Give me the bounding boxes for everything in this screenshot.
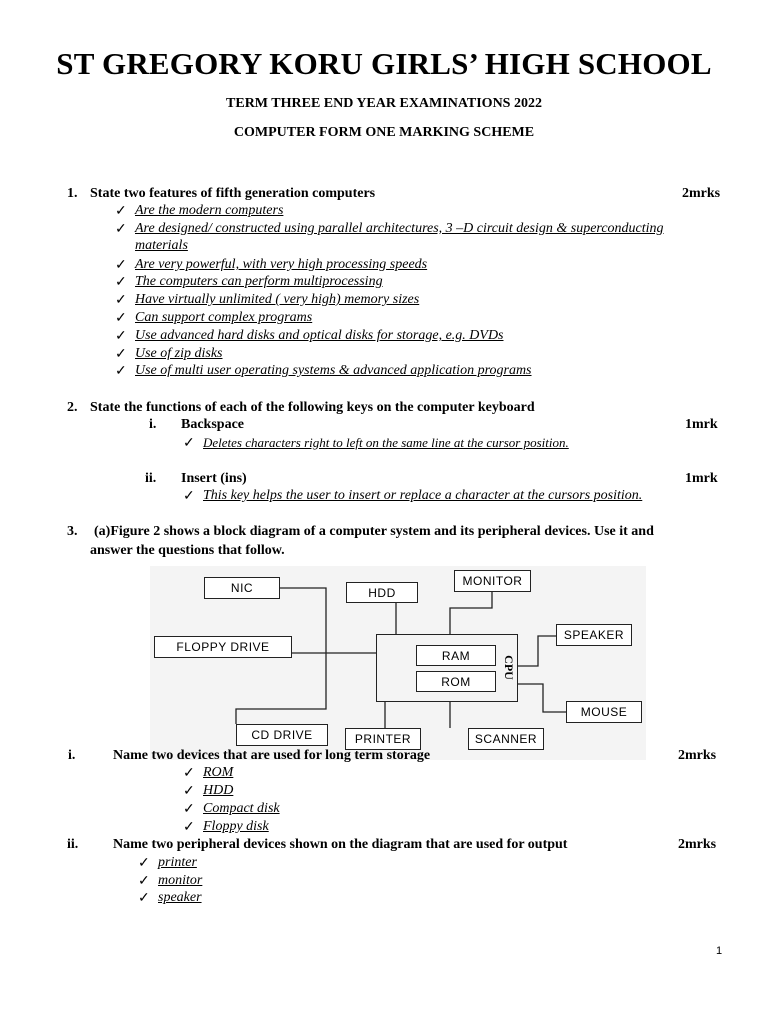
- check-icon: ✓: [115, 258, 127, 273]
- q1-marks: 2mrks: [682, 186, 721, 201]
- q2-part-number: ii.: [145, 471, 157, 486]
- printer-box: PRINTER: [345, 728, 421, 750]
- check-icon: ✓: [115, 311, 127, 326]
- check-icon: ✓: [115, 347, 127, 362]
- q3-answer: monitor: [158, 873, 203, 888]
- check-icon: ✓: [115, 293, 127, 308]
- q2-part-marks: 1mrk: [685, 471, 718, 486]
- speaker-box: SPEAKER: [556, 624, 632, 646]
- q1-answer: Use of multi user operating systems & advanced application programs: [135, 363, 532, 378]
- q2-question: State the functions of each of the following keys on the computer keyboard: [90, 400, 535, 415]
- q3-question-line1: (a)Figure 2 shows a block diagram of a computer system and its peripheral devices. Use it and: [94, 524, 654, 539]
- q2-part-marks: 1mrk: [685, 417, 718, 432]
- floppy-drive-box: FLOPPY DRIVE: [154, 636, 292, 658]
- q1-question: State two features of fifth generation computers: [90, 186, 376, 201]
- monitor-box: MONITOR: [454, 570, 531, 592]
- check-icon: ✓: [138, 891, 150, 906]
- check-icon: ✓: [183, 820, 195, 835]
- q3-answer: HDD: [203, 783, 234, 798]
- q1-answer: Are very powerful, with very high processing speeds: [135, 257, 428, 272]
- q3-number: 3.: [67, 524, 78, 539]
- ram-box: RAM: [416, 645, 496, 666]
- rom-box: ROM: [416, 671, 496, 692]
- q1-number: 1.: [67, 186, 78, 201]
- q1-answer: The computers can perform multiprocessing: [135, 274, 383, 289]
- q3-answer: Floppy disk: [203, 819, 269, 834]
- check-icon: ✓: [115, 204, 127, 219]
- school-title: ST GREGORY KORU GIRLS’ HIGH SCHOOL: [56, 46, 712, 81]
- q3-answer: printer: [158, 855, 197, 870]
- scanner-box: SCANNER: [468, 728, 544, 750]
- q1-answer: Use advanced hard disks and optical disks for storage, e.g. DVDs: [135, 328, 504, 343]
- q3-part-question: Name two peripheral devices shown on the diagram that are used for output: [113, 837, 568, 852]
- exam-title: TERM THREE END YEAR EXAMINATIONS 2022: [226, 96, 542, 111]
- check-icon: ✓: [183, 766, 195, 781]
- q2-number: 2.: [67, 400, 78, 415]
- check-icon: ✓: [183, 784, 195, 799]
- page-number: 1: [716, 945, 723, 957]
- cd-drive-box: CD DRIVE: [236, 724, 328, 746]
- q3-part-number: i.: [68, 748, 76, 763]
- check-icon: ✓: [183, 489, 195, 504]
- check-icon: ✓: [115, 364, 127, 379]
- nic-box: NIC: [204, 577, 280, 599]
- q2-part-label: Backspace: [181, 417, 244, 432]
- q3-part-question: Name two devices that are used for long term storage: [113, 748, 431, 763]
- scheme-title: COMPUTER FORM ONE MARKING SCHEME: [233, 125, 535, 140]
- mouse-box: MOUSE: [566, 701, 642, 723]
- q3-answer: speaker: [158, 890, 202, 905]
- block-diagram: [150, 566, 646, 760]
- q1-answer: materials: [135, 238, 188, 253]
- q2-part-label: Insert (ins): [181, 471, 247, 486]
- q2-part-answer: Deletes characters right to left on the same line at the cursor position.: [203, 435, 569, 450]
- q1-answer: Can support complex programs: [135, 310, 313, 325]
- q3-question-line2: answer the questions that follow.: [90, 543, 285, 558]
- q3-answer: Compact disk: [203, 801, 280, 816]
- check-icon: ✓: [115, 329, 127, 344]
- q3-part-marks: 2mrks: [678, 748, 717, 763]
- q1-answer: Are the modern computers: [135, 203, 284, 218]
- check-icon: ✓: [138, 874, 150, 889]
- q1-answer: Are designed/ constructed using parallel architectures, 3 –D circuit design & superconducting: [135, 221, 664, 236]
- check-icon: ✓: [138, 856, 150, 871]
- q1-answer: Use of zip disks: [135, 346, 223, 361]
- q2-part-number: i.: [149, 417, 157, 432]
- check-icon: ✓: [183, 802, 195, 817]
- q3-answer: ROM: [203, 765, 234, 780]
- check-icon: ✓: [115, 275, 127, 290]
- check-icon: ✓: [115, 222, 127, 237]
- check-icon: ✓: [183, 436, 195, 451]
- q1-answer: Have virtually unlimited ( very high) memory sizes: [135, 292, 420, 307]
- cpu-label: CPU: [501, 655, 516, 680]
- hdd-box: HDD: [346, 582, 418, 603]
- q2-part-answer: This key helps the user to insert or replace a character at the cursors position.: [203, 488, 643, 503]
- q3-part-number: ii.: [67, 837, 79, 852]
- q3-part-marks: 2mrks: [678, 837, 717, 852]
